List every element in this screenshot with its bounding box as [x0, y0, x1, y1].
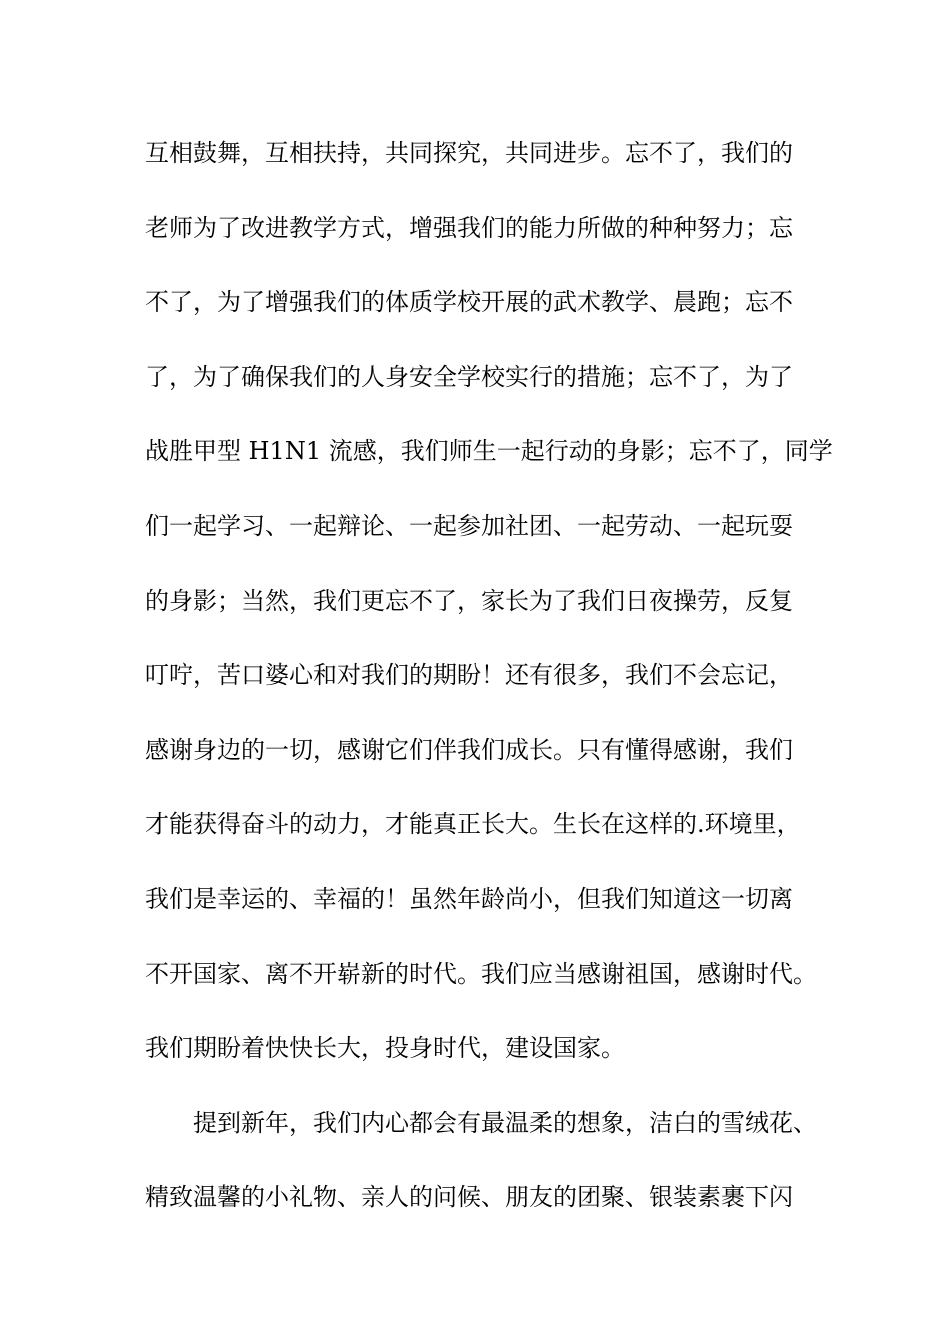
text-line: 我们是幸运的、幸福的！虽然年龄尚小，但我们知道这一切离: [145, 884, 793, 913]
text-line: 才能获得奋斗的动力，才能真正长大。生长在这样的.环境里，: [145, 810, 801, 839]
text-line: 不开国家、离不开崭新的时代。我们应当感谢祖国，感谢时代。: [145, 959, 817, 988]
text-line: 精致温馨的小礼物、亲人的问候、朋友的团聚、银装素裹下闪: [145, 1183, 793, 1212]
text-line: 叮咛，苦口婆心和对我们的期盼！还有很多，我们不会忘记，: [145, 661, 793, 690]
text-line: 互相鼓舞，互相扶持，共同探究，共同进步。忘不了，我们的: [145, 139, 793, 167]
text-line: 们一起学习、一起辩论、一起参加社团、一起劳动、一起玩耍: [145, 511, 793, 540]
text-line: 感谢身边的一切，感谢它们伴我们成长。只有懂得感谢，我们: [145, 735, 793, 764]
text-line: 了，为了确保我们的人身安全学校实行的措施；忘不了，为了: [145, 362, 793, 391]
paragraph-start-line: 提到新年，我们内心都会有最温柔的想象，洁白的雪绒花、: [193, 1108, 817, 1137]
text-line: 我们期盼着快快长大，投身时代，建设国家。: [145, 1034, 625, 1063]
text-line: 老师为了改进教学方式，增强我们的能力所做的种种努力；忘: [145, 213, 793, 242]
body-text: [145, 129, 845, 1248]
text-line: 战胜甲型 H1N1 流感，我们师生一起行动的身影；忘不了，同学: [145, 437, 833, 466]
text-line: 的身影；当然，我们更忘不了，家长为了我们日夜操劳，反复: [145, 586, 793, 615]
text-line: 不了，为了增强我们的体质学校开展的武术教学、晨跑；忘不: [145, 288, 793, 317]
